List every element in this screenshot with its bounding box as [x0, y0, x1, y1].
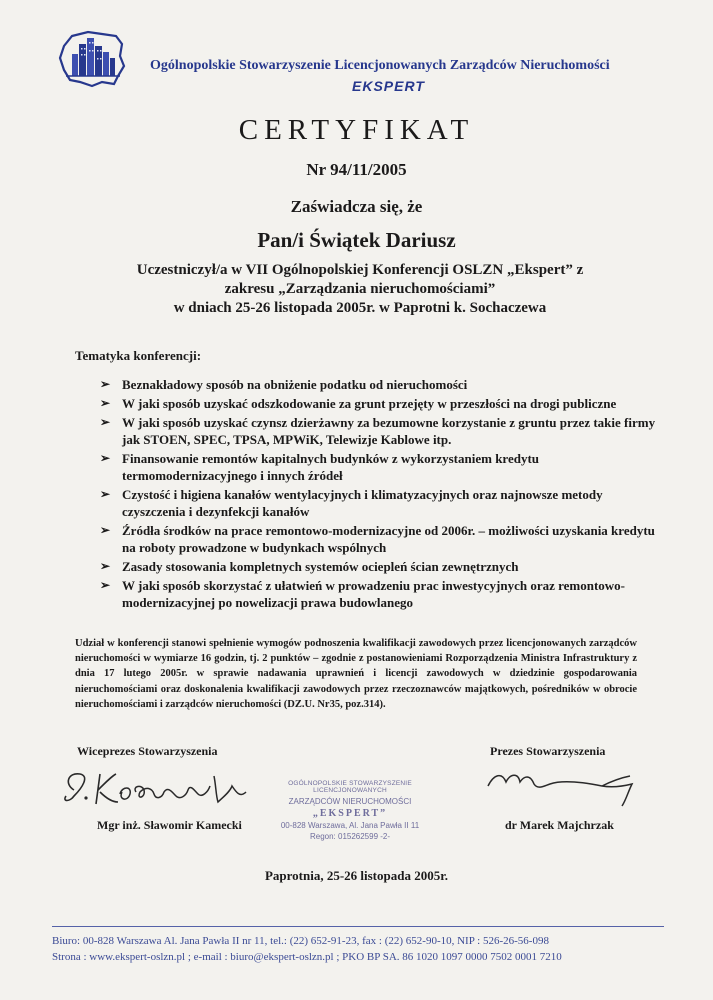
president-signature — [482, 764, 652, 808]
list-item — [100, 414, 660, 448]
topic-text: W jaki sposób uzyskać czynsz dzierżawny za bezumowne korzystanie z gruntu przez takie firmy jak STOEN, SPEC, TPSA, MPWiK, Telewizje Kablowe itp. — [122, 415, 656, 447]
person-name: Pan/i Świątek Dariusz — [257, 228, 456, 252]
stamp-line: Regon: 015262599 -2- — [309, 832, 391, 841]
participation-line: w dniach 25-26 listopada 2005r. w Paprotni k. Sochaczewa — [173, 300, 547, 316]
stamp-line: 00-828 Warszawa, Al. Jana Pawła II 11 — [280, 821, 420, 830]
topic-text: Źródła środków na prace remontowo-modernizacyjne od 2006r. – możliwości uzyskania kredytu na roboty prowadzone w budynkach wspólnych — [122, 523, 655, 555]
stamp-line: ZARZĄDCÓW NIERUCHOMOŚCI — [288, 797, 412, 806]
footer-address: Biuro: 00-828 Warszawa Al. Jana Pawła II nr 11, tel.: (22) 652-91-23, fax : (22) 652-90-10, NIP : 526-26-56-098 — [52, 935, 549, 947]
organization-name: Ogólnopolskie Stowarzyszenie Licencjonowanych Zarządców Nieruchomości — [150, 58, 610, 73]
topic-text: W jaki sposób uzyskać odszkodowanie za grunt przejęty w przeszłości na drogi publiczne — [122, 396, 617, 411]
attest-line: Zaświadcza się, że — [290, 197, 423, 216]
topic-text: Czystość i higiena kanałów wentylacyjnych i klimatyzacyjnych oraz najnowsze metody czyszczenia i dezynfekcji kanałów — [122, 487, 603, 519]
arrow-bullet-icon: ➢ — [100, 523, 111, 537]
certificate-number: Nr 94/11/2005 — [306, 160, 407, 179]
topics-heading: Tematyka konferencji: — [75, 348, 202, 363]
arrow-bullet-icon: ➢ — [100, 451, 111, 465]
footer-divider — [52, 926, 664, 927]
poland-map-buildings-icon — [58, 30, 126, 88]
organization-stamp — [262, 780, 438, 841]
topic-text: Beznakładowy sposób na obniżenie podatku od nieruchomości — [122, 377, 468, 392]
stamp-line: „EKSPERT” — [312, 808, 388, 819]
president-name: dr Marek Majchrzak — [505, 818, 614, 832]
arrow-bullet-icon: ➢ — [100, 578, 111, 592]
participation-line: zakresu „Zarządzania nieruchomościami” — [224, 281, 496, 297]
list-item — [100, 486, 660, 520]
place-and-date: Paprotnia, 25-26 listopada 2005r. — [264, 868, 449, 883]
list-item — [100, 395, 660, 412]
participation-line: Uczestniczył/a w VII Ogólnopolskiej Konferencji OSLZN „Ekspert” z — [136, 262, 584, 278]
stamp-line: OGÓLNOPOLSKIE STOWARZYSZENIE LICENCJONOWANYCH — [288, 780, 412, 794]
list-item — [100, 522, 660, 556]
list-item — [100, 558, 660, 575]
vice-president-name: Mgr inż. Sławomir Kamecki — [97, 818, 242, 832]
arrow-bullet-icon: ➢ — [100, 415, 111, 429]
vice-president-signature — [60, 762, 270, 814]
list-item — [100, 376, 660, 393]
arrow-bullet-icon: ➢ — [100, 396, 111, 410]
president-role: Prezes Stowarzyszenia — [490, 744, 606, 758]
list-item — [100, 577, 660, 611]
certificate-title: CERTYFIKAT — [238, 114, 475, 146]
participation-text — [60, 261, 660, 318]
arrow-bullet-icon: ➢ — [100, 559, 111, 573]
topic-text: Finansowanie remontów kapitalnych budynków z wykorzystaniem kredytu termomodernizacyjnego i innych źródeł — [122, 451, 540, 483]
organization-short-name: EKSPERT — [352, 78, 425, 94]
topic-text: W jaki sposób skorzystać z ułatwień w prowadzeniu prac inwestycyjnych oraz remontowo-modernizacyjnej po nowelizacji prawa budowlanego — [122, 578, 626, 610]
list-item — [100, 450, 660, 484]
vice-president-role: Wiceprezes Stowarzyszenia — [77, 744, 218, 758]
footer-contact: Strona : www.ekspert-oslzn.pl ; e-mail : biuro@ekspert-oslzn.pl ; PKO BP SA. 86 1020 1097 0000 7502 0001 7210 — [52, 951, 562, 963]
arrow-bullet-icon: ➢ — [100, 487, 111, 501]
arrow-bullet-icon: ➢ — [100, 377, 111, 391]
topics-list — [100, 376, 660, 613]
topic-text: Zasady stosowania kompletnych systemów ociepleń ścian zewnętrznych — [122, 559, 519, 574]
qualification-statement: Udział w konferencji stanowi spełnienie wymogów podnoszenia kwalifikacji zawodowych przez licencjonowanych zarządców nieruchomości w wymiarze 16 godzin, tj. 2 punktów – zgodnie z postanowieniami Rozporządzenia Ministra Infrastruktury z dnia 17 lutego 2005r. w sprawie nadawania uprawnień i licencji zawodowych w dziedzinie gospodarowania nieruchomościami oraz doskonalenia kwalifikacji zawodowych przez rzeczoznawców majątkowych, pośredników w obrocie nieruchomościami i zarządców nieruchomości (DZ.U. Nr35, poz.314). — [75, 638, 637, 710]
